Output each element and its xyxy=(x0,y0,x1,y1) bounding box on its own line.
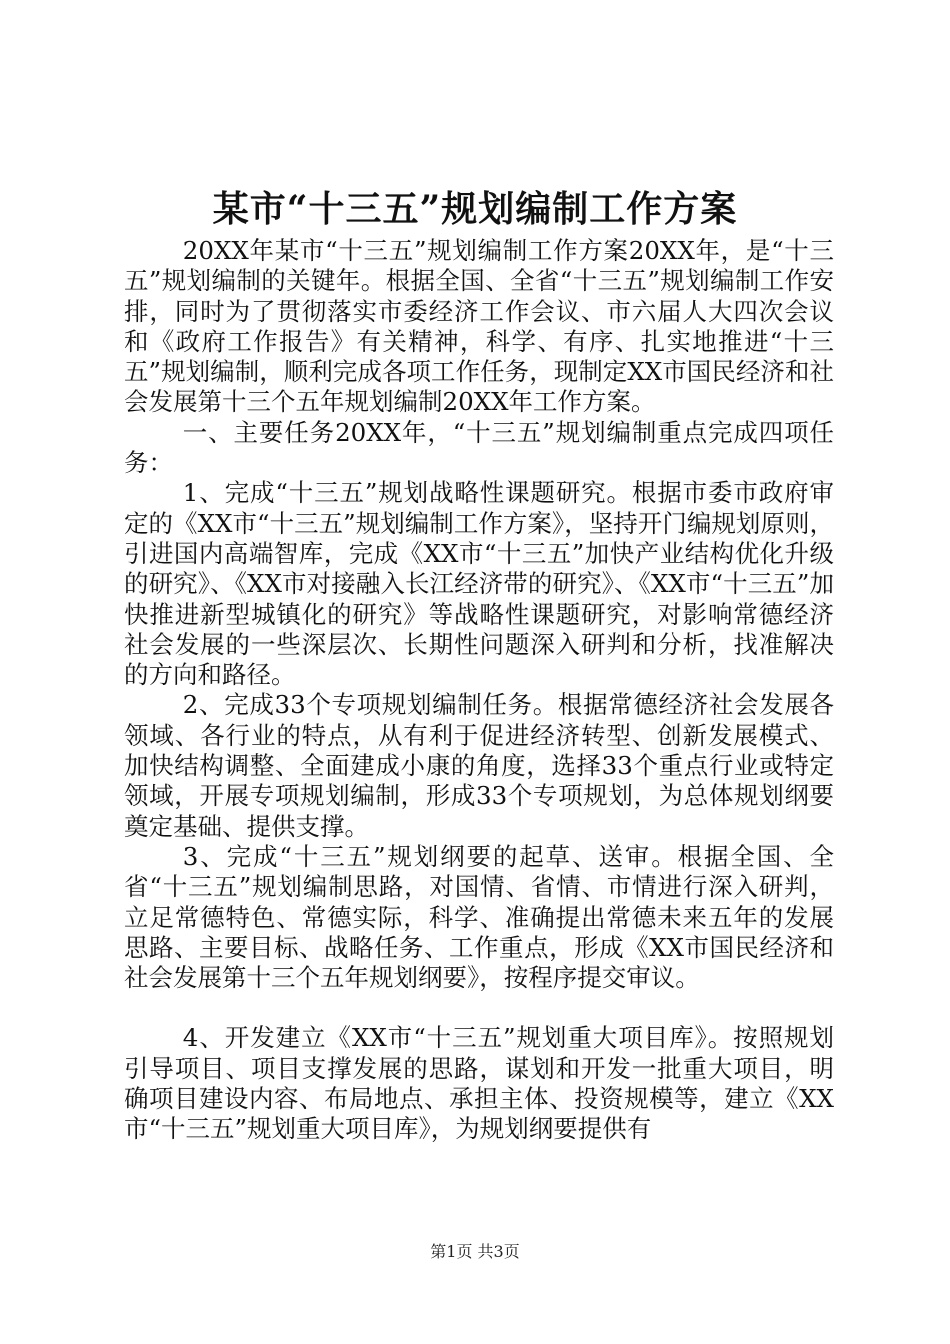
document-body xyxy=(124,236,834,1145)
paragraph-intro: 20XX年某市“十三五”规划编制工作方案20XX年，是“十三五”规划编制的关键年。根据全国、全省“十三五”规划编制工作安排，同时为了贯彻落实市委经济工作会议、市六届人大四次会议和《政府工作报告》有关精神，科学、有序、扎实地推进“十三五”规划编制，顺利完成各项工作任务，现制定XX市国民经济和社会发展第十三个五年规划编制20XX年工作方案。 xyxy=(124,236,834,417)
paragraph-task-3: 3、完成“十三五”规划纲要的起草、送审。根据全国、全省“十三五”规划编制思路，对国情、省情、市情进行深入研判，立足常德特色、常德实际，科学、准确提出常德未来五年的发展思路、主要目标、战略任务、工作重点，形成《XX市国民经济和社会发展第十三个五年规划纲要》，按程序提交审议。 xyxy=(124,841,834,993)
page-footer: 第1页 共3页 xyxy=(430,1242,520,1261)
paragraph-task-4: 4、开发建立《XX市“十三五”规划重大项目库》。按照规划引导项目、项目支撑发展的思路，谋划和开发一批重大项目，明确项目建设内容、布局地点、承担主体、投资规模等，建立《XX市“十三五”规划重大项目库》，为规划纲要提供有 xyxy=(124,1023,834,1144)
paragraph-main-tasks: 一、主要任务20XX年，“十三五”规划编制重点完成四项任务： xyxy=(124,417,834,478)
document-title: 某市“十三五”规划编制工作方案 xyxy=(212,188,738,230)
paragraph-task-1: 1、完成“十三五”规划战略性课题研究。根据市委市政府审定的《XX市“十三五”规划编制工作方案》，坚持开门编规划原则，引进国内高端智库，完成《XX市“十三五”加快产业结构优化升级的研究》、《XX市对接融入长江经济带的研究》、《XX市“十三五”加快推进新型城镇化的研究》等战略性课题研究，对影响常德经济社会发展的一些深层次、长期性问题深入研判和分析，找准解决的方向和路径。 xyxy=(124,478,834,690)
paragraph-task-2: 2、完成33个专项规划编制任务。根据常德经济社会发展各领域、各行业的特点，从有利于促进经济转型、创新发展模式、加快结构调整、全面建成小康的角度，选择33个重点行业或特定领域，开展专项规划编制，形成33个专项规划，为总体规划纲要奠定基础、提供支撑。 xyxy=(124,690,834,841)
